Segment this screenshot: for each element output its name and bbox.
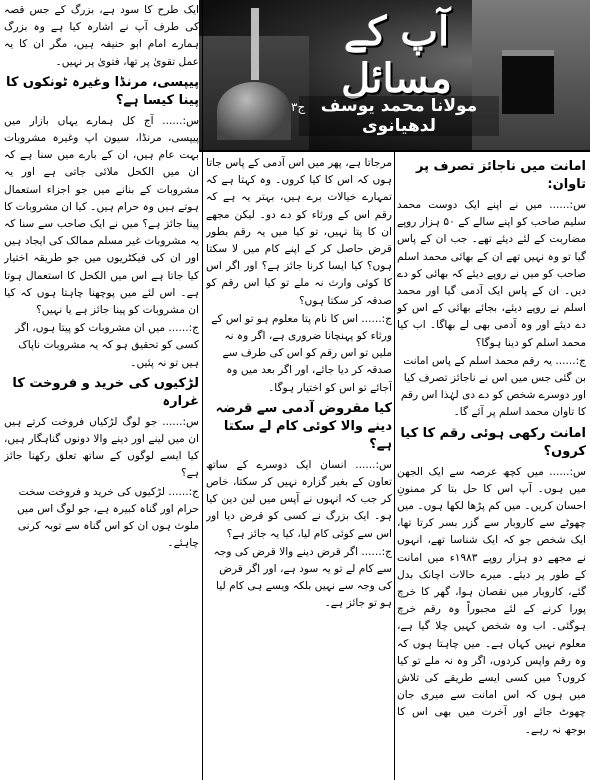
question-text: مرجاتا ہے، پھر میں اس آدمی کے پاس جاتا ہوں کہ اس کا کیا کروں۔ وہ کہتا ہے کہ تمہارے خیالات برے ہیں، بہتر یہ ہے کہ رقم اس کے ورثاء کو دے دو۔ لیکن مجھے ان کا پتا نہیں، تو کیا میں یہ رقم بطور قرض حاصل کر کے اپنے کام میں لا سکتا ہوں؟ کیا ایسا کرنا جائز ہے؟ اور اگر اس کا کوئی وارث نہ ملے تو کیا اس رقم کو صدقہ کر سکتا ہوں؟: [206, 157, 392, 307]
question-heading: لڑکیوں کی خرید و فروخت کا غرارہ: [12, 375, 199, 409]
question-text: س:...... میں کچھ عرصہ سے ایک الجھن میں ہوں۔ آپ اس کا حل بتا کر ممنونِ احسان کریں۔ میں کم پڑھا لکھا ہوں۔ میں چھوٹے سے کاروبار سے گزر بسر کرتا تھا، ایک شخص جو کہ ایک شناسا تھے، انہوں نے مجھے دو ہزار روپے ۱۹۸۳ء میں امانت کے طور پر دیئے۔ میرے حالات اچانک بدل گئے، کاروبار میں نقصان ہوا، گھر کا خرچ پورا کرنے کے لئے مجبوراً وہ رقم خرچ ہوگئی۔ اب وہ شخص کہیں چلا گیا ہے، معلوم نہیں کہاں ہے۔ میں چاہتا ہوں کہ وہ رقم واپس کردوں، اگر وہ نہ ملے تو کیا کروں؟ میں کسی ایسے طریقے کی تلاش میں ہوں کہ اس امانت سے میری جان چھوٹ جائے اور آخرت میں بھی اس کا بوجھ نہ رہے۔: [397, 465, 586, 736]
answer-text: ج:...... یہ رقم محمد اسلم کے پاس امانت بن گئی جس میں اس نے ناجائز تصرف کیا اور دوسرے شخص کو دے دی لہٰذا اس رقم کا تاوان محمد اسلم پر آئے گا۔: [400, 354, 586, 419]
volume-mark: ج۳: [291, 100, 306, 114]
question-text: س:...... جو لوگ لڑکیاں فروخت کرتے ہیں ان میں لینے اور دینے والا دونوں گناہگار ہیں، کیا ایسے لوگوں کے ساتھ تعلق رکھنا جائز ہے؟: [4, 415, 199, 480]
answer-text: ایک طرح کا سود ہے، بزرگ کے جس قصہ کی طرف آپ نے اشارہ کیا ہے وہ بزرگ ہمارے امام ابو حنیفہ ہیں، مگر ان کا یہ عمل تقویٰ پر تھا، فتویٰ پر نہیں۔: [4, 4, 199, 68]
header-banner: [199, 0, 590, 152]
minaret-image: [251, 8, 259, 80]
answer-text: ج:...... میں ان مشروبات کو پیتا ہوں، اگر کسی کو تحقیق ہو کہ یہ مشروبات ناپاک ہیں تو نہ پئیں۔: [15, 322, 199, 369]
question-text: س:...... میں نے اپنے ایک دوست محمد سلیم صاحب کو اپنے سالے کے ۵۰ ہزار روپے مضاربت کے لئے دیئے تھے۔ جب ان کے پاس گیا تو وہ نہیں تھے ان کے بھائی محمد اسلم صاحب کو میں نے روپے دیئے کہ بھائی کو دے دیں۔ ان کے پاس ایک آدمی گیا اور محمد اسلم نے روپے دیئے، بجائے بھائی کے اس کو دے دیئے اور وہ آدمی بھی لے بھاگا۔ اب کیا محمد اسلم کو دینا ہوگا؟: [397, 199, 586, 349]
question-heading: پیپسی، مرنڈا وغیرہ ٹونکوں کا پینا کیسا ہے؟: [5, 74, 199, 108]
column-left: [4, 2, 199, 780]
answer-text: ج:...... اس کا نام پتا معلوم ہو تو اس کے ورثاء کو پہنچانا ضروری ہے، اگر وہ نہ ملیں تو اس رقم کو اس کی طرف سے صدقہ کر دیا جائے، اور اگر بعد میں وہ آجائے تو اس کو اختیار ہوگا۔: [211, 312, 392, 394]
question-heading: کیا مقروض آدمی سے قرضہ دینے والا کوئی کام لے سکتا ہے؟: [215, 400, 392, 452]
question-heading: امانت رکھی ہوئی رقم کا کیا کروں؟: [400, 425, 586, 459]
column-divider: [394, 152, 395, 780]
question-heading: امانت میں ناجائز تصرف پر تاوان:: [415, 159, 586, 192]
column-divider: [202, 0, 203, 780]
question-text: س:...... انسان ایک دوسرے کے ساتھ تعاون کے بغیر گزارہ نہیں کر سکتا، خاص کر جب کہ انہوں نے آپس میں لین دین کیا ہو۔ ایک بزرگ نے کسی کو قرض دیا اور اس سے کوئی کام لیا، کیا یہ جائز ہے؟: [206, 458, 392, 540]
author-name: مولانا محمد یوسف لدھیانوی: [299, 96, 499, 136]
column-title: آپ کے مسائل: [341, 8, 452, 102]
column-middle: [206, 155, 392, 780]
answer-text: ج:...... اگر قرض دینے والا قرض کی وجہ سے کام لے تو یہ سود ہے، اور اگر قرض کی وجہ سے نہیں بلکہ ویسے ہی کام لیا ہو تو جائز ہے۔: [213, 545, 392, 610]
column-right: [397, 155, 586, 780]
answer-text: ج:...... لڑکیوں کی خرید و فروخت سخت حرام اور گناہ کبیرہ ہے، جو لوگ اس میں ملوث ہوں ان کو اس گناہ سے توبہ کرنی چاہئے۔: [16, 485, 199, 550]
question-text: س:...... آج کل ہمارے یہاں بازار میں پیپسی، مرنڈا، سیون اپ وغیرہ مشروبات بہت عام ہیں، ان کے بارے میں سنا ہے کہ ان میں الکحل ملائی جاتی ہے اور یہ مشروبات کے بنانے میں جو اجزاء استعمال ہوتے ہیں وہ حرام ہیں۔ کیا ان مشروبات کا پینا جائز ہے؟ میں نے ایک صاحب سے سنا کہ یہ مشروبات غیر مسلم ممالک کی ایجاد ہیں اور ان کی فیکٹریوں میں جو طریقہ اختیار کیا جاتا ہے اس میں الکحل کا استعمال ہوتا ہے۔ اس لئے میں پوچھنا چاہتا ہوں کہ کیا ان مشروبات کو پینا جائز ہے یا نہیں؟: [4, 114, 199, 317]
